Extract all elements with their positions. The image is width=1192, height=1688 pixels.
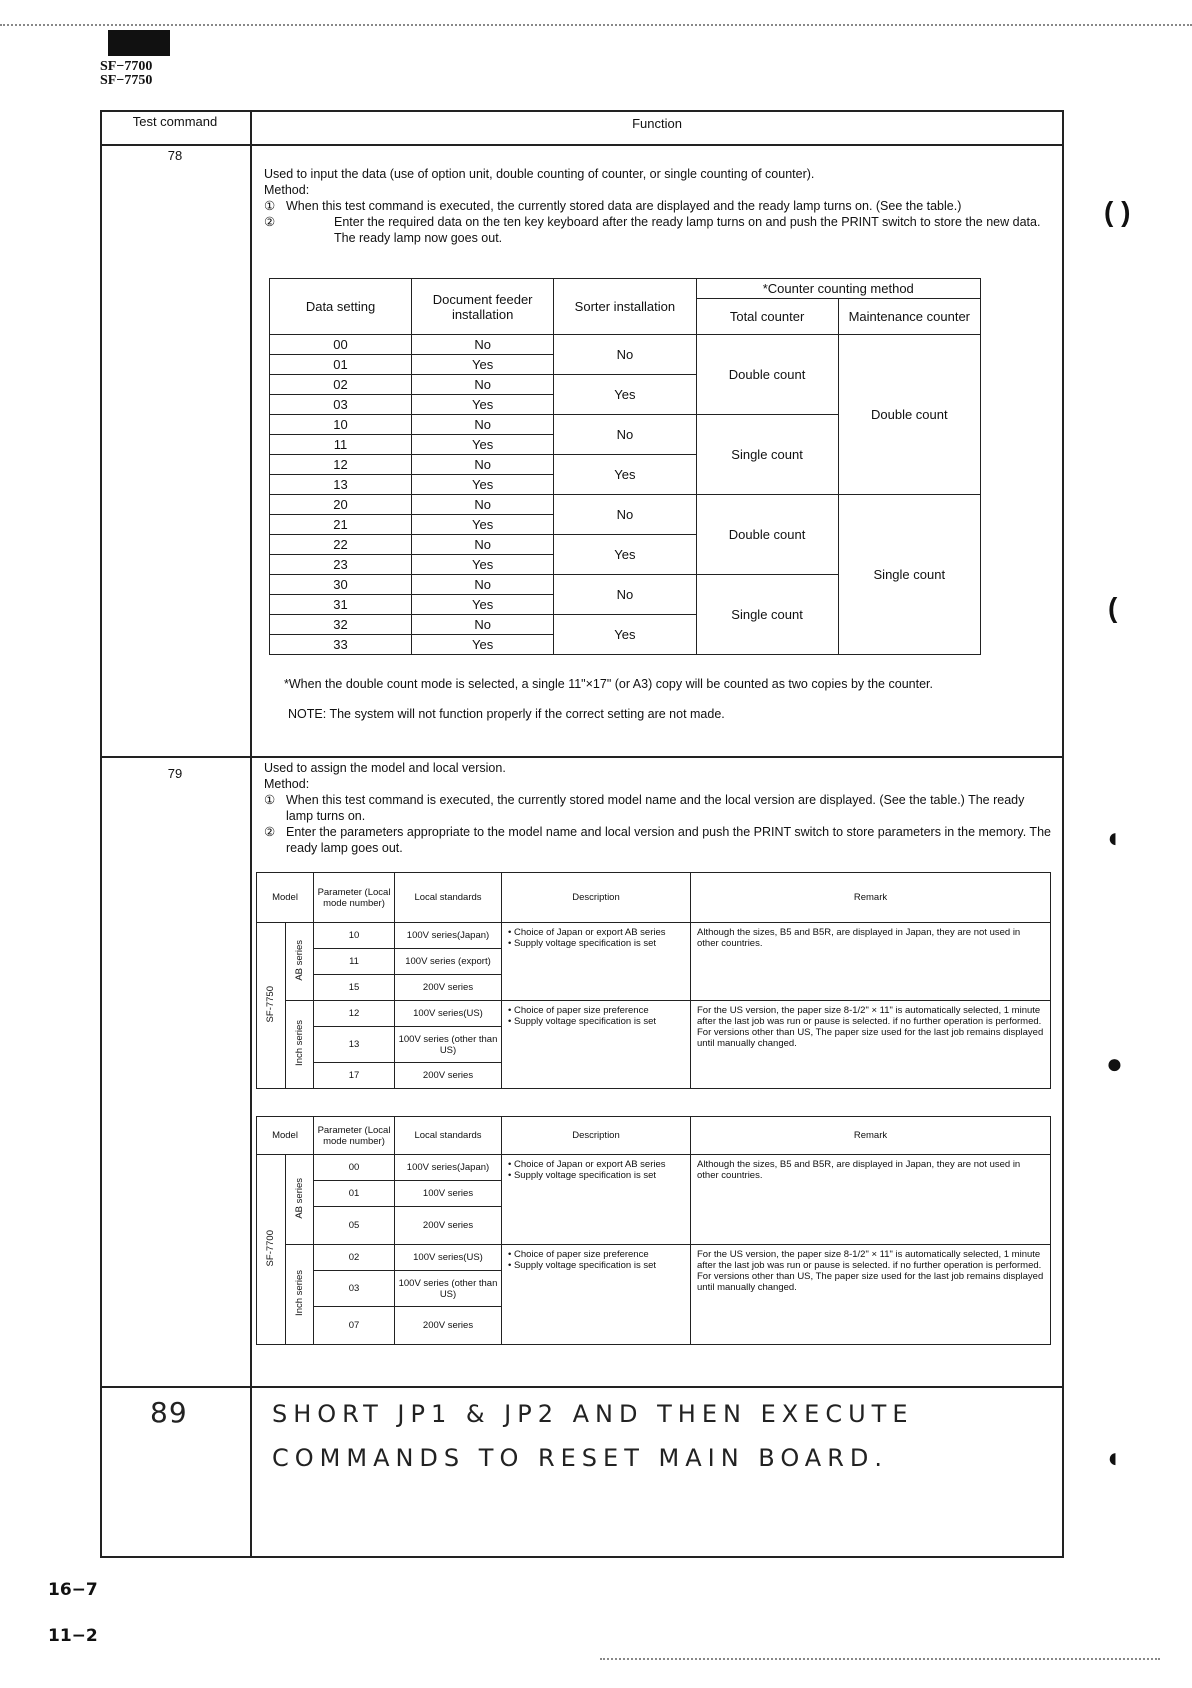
data-cell: 20	[270, 495, 412, 515]
data-cell: 33	[270, 635, 412, 655]
th-model: Model	[257, 1117, 314, 1155]
section-tab-marker	[108, 30, 170, 56]
th-local-standards: Local standards	[395, 1117, 502, 1155]
data-cell: 02	[270, 375, 412, 395]
feeder-cell: Yes	[412, 355, 554, 375]
local-cell: 200V series	[395, 1207, 502, 1245]
th-local-standards: Local standards	[395, 873, 502, 923]
param-cell: 11	[314, 949, 395, 975]
step-number: ①	[264, 793, 276, 807]
total-cell: Single count	[696, 415, 838, 495]
feeder-cell: No	[412, 415, 554, 435]
total-cell: Double count	[696, 495, 838, 575]
feeder-cell: No	[412, 535, 554, 555]
th-maintenance-counter: Maintenance counter	[838, 299, 980, 335]
description-cell: • Choice of Japan or export AB series • Supply voltage specification is set	[502, 923, 691, 1001]
model-heading	[100, 60, 152, 88]
feeder-cell: No	[412, 455, 554, 475]
th-document-feeder: Document feeder installation	[412, 279, 554, 335]
step-number: ②	[264, 825, 276, 839]
command-79-intro: Used to assign the model and local version.	[264, 761, 506, 775]
sorter-cell: No	[554, 415, 696, 455]
param-cell: 17	[314, 1063, 395, 1089]
th-data-setting: Data setting	[270, 279, 412, 335]
local-cell: 100V series (other than US)	[395, 1271, 502, 1307]
series-label: AB series	[293, 1177, 305, 1219]
feeder-cell: Yes	[412, 515, 554, 535]
data-cell: 23	[270, 555, 412, 575]
local-cell: 100V series(Japan)	[395, 923, 502, 949]
binder-hole-mark: ◖	[1104, 1442, 1121, 1473]
th-remark: Remark	[691, 1117, 1051, 1155]
feeder-cell: No	[412, 335, 554, 355]
data-cell: 21	[270, 515, 412, 535]
header-test-command: Test command	[132, 114, 218, 129]
step-number: ①	[264, 199, 276, 213]
sf7700-parameter-table	[256, 1116, 1051, 1345]
local-cell: 100V series (export)	[395, 949, 502, 975]
local-cell: 200V series	[395, 1063, 502, 1089]
data-cell: 01	[270, 355, 412, 375]
th-description: Description	[502, 873, 691, 923]
feeder-cell: Yes	[412, 595, 554, 615]
local-cell: 100V series	[395, 1181, 502, 1207]
th-sorter: Sorter installation	[554, 279, 696, 335]
command-79-number: 79	[167, 766, 183, 781]
series-label: Inch series	[293, 1270, 305, 1316]
sorter-cell: Yes	[554, 455, 696, 495]
command-78-number: 78	[167, 148, 183, 163]
feeder-cell: Yes	[412, 475, 554, 495]
command-79-method: Method:	[264, 777, 310, 791]
feeder-cell: Yes	[412, 395, 554, 415]
command-79-description	[264, 760, 1054, 856]
remark-cell: Although the sizes, B5 and B5R, are displayed in Japan, they are not used in other countries.	[691, 923, 1051, 1001]
sorter-cell: No	[554, 335, 696, 375]
param-cell: 01	[314, 1181, 395, 1207]
remark-cell: Although the sizes, B5 and B5R, are displayed in Japan, they are not used in other countries.	[691, 1155, 1051, 1245]
th-parameter: Parameter (Local mode number)	[314, 873, 395, 923]
command-78-footnote: *When the double count mode is selected, a single 11"×17" (or A3) copy will be counted as two copies by the counter.	[284, 677, 933, 691]
th-counter-method: *Counter counting method	[696, 279, 980, 299]
remark-cell: For the US version, the paper size 8-1/2" × 11" is automatically selected, 1 minute after the last job was run or pause is selected. if no further operation is performed. For versions other than US, The paper size used for the last job remains displayed until manually changed.	[691, 1245, 1051, 1345]
sf7750-parameter-table	[256, 872, 1051, 1089]
data-cell: 11	[270, 435, 412, 455]
th-total-counter: Total counter	[696, 299, 838, 335]
feeder-cell: Yes	[412, 435, 554, 455]
param-cell: 13	[314, 1027, 395, 1063]
binder-hole-mark: ( )	[1104, 196, 1131, 227]
sorter-cell: Yes	[554, 615, 696, 655]
series-label: AB series	[293, 939, 305, 981]
param-cell: 03	[314, 1271, 395, 1307]
description-cell: • Choice of Japan or export AB series • Supply voltage specification is set	[502, 1155, 691, 1245]
command-78-step1: When this test command is executed, the currently stored data are displayed and the ready lamp turns on. (See the table.)	[286, 199, 962, 213]
data-cell: 30	[270, 575, 412, 595]
command-89-line2: COMMANDS TO RESET MAIN BOARD.	[272, 1444, 888, 1472]
data-setting-table	[269, 278, 981, 655]
sorter-cell: No	[554, 575, 696, 615]
total-cell: Single count	[696, 575, 838, 655]
local-cell: 200V series	[395, 975, 502, 1001]
header-function: Function	[632, 116, 682, 131]
command-78-note: NOTE: The system will not function properly if the correct setting are not made.	[288, 707, 725, 721]
model-label: SF-7750	[265, 985, 277, 1023]
feeder-cell: No	[412, 495, 554, 515]
command-78-method: Method:	[264, 183, 310, 197]
param-cell: 07	[314, 1307, 395, 1345]
data-cell: 31	[270, 595, 412, 615]
command-78-step2: Enter the required data on the ten key keyboard after the ready lamp turns on and push the PRINT switch to store the new data. The ready lamp now goes out.	[334, 215, 1041, 245]
page-number-1: 16−7	[48, 1580, 98, 1600]
model-label: SF-7700	[265, 1229, 277, 1267]
local-cell: 100V series (other than US)	[395, 1027, 502, 1063]
maint-cell: Double count	[838, 335, 980, 495]
binder-hole-mark: ●	[1106, 1048, 1123, 1079]
feeder-cell: No	[412, 375, 554, 395]
binder-hole-mark: ◖	[1104, 822, 1121, 853]
local-cell: 100V series(US)	[395, 1001, 502, 1027]
command-79-step1: When this test command is executed, the currently stored model name and the local version are displayed. (See the table.) The ready lamp turns on.	[286, 793, 1025, 823]
data-cell: 12	[270, 455, 412, 475]
data-cell: 03	[270, 395, 412, 415]
data-cell: 10	[270, 415, 412, 435]
command-79-step2: Enter the parameters appropriate to the model name and local version and push the PRINT switch to store parameters in the memory. The ready lamp goes out.	[286, 825, 1051, 855]
command-89-line1: SHORT JP1 & JP2 AND THEN EXECUTE	[272, 1400, 914, 1428]
scan-top-noise	[0, 24, 1192, 27]
scan-bottom-noise	[600, 1658, 1160, 1661]
th-model: Model	[257, 873, 314, 923]
command-78-intro: Used to input the data (use of option unit, double counting of counter, or single counting of counter).	[264, 167, 815, 181]
param-cell: 15	[314, 975, 395, 1001]
param-cell: 10	[314, 923, 395, 949]
step-number: ②	[264, 215, 276, 229]
data-cell: 32	[270, 615, 412, 635]
feeder-cell: No	[412, 615, 554, 635]
feeder-cell: No	[412, 575, 554, 595]
data-cell: 00	[270, 335, 412, 355]
remark-cell: For the US version, the paper size 8-1/2" × 11" is automatically selected, 1 minute after the last job was run or pause is selected. if no further operation is performed. For versions other than US, The paper size used for the last job remains displayed until manually changed.	[691, 1001, 1051, 1089]
binder-hole-mark: (	[1108, 592, 1118, 623]
param-cell: 05	[314, 1207, 395, 1245]
param-cell: 00	[314, 1155, 395, 1181]
data-cell: 22	[270, 535, 412, 555]
command-89-number: 89	[150, 1396, 188, 1429]
sorter-cell: Yes	[554, 535, 696, 575]
total-cell: Double count	[696, 335, 838, 415]
feeder-cell: Yes	[412, 635, 554, 655]
param-cell: 02	[314, 1245, 395, 1271]
sorter-cell: Yes	[554, 375, 696, 415]
param-cell: 12	[314, 1001, 395, 1027]
model-line-2: SF−7750	[100, 73, 153, 88]
th-description: Description	[502, 1117, 691, 1155]
local-cell: 200V series	[395, 1307, 502, 1345]
command-78-description	[264, 166, 1054, 246]
series-label: Inch series	[293, 1020, 305, 1066]
description-cell: • Choice of paper size preference • Supply voltage specification is set	[502, 1245, 691, 1345]
th-remark: Remark	[691, 873, 1051, 923]
data-cell: 13	[270, 475, 412, 495]
page-number-2: 11−2	[48, 1626, 98, 1646]
feeder-cell: Yes	[412, 555, 554, 575]
local-cell: 100V series(Japan)	[395, 1155, 502, 1181]
maint-cell: Single count	[838, 495, 980, 655]
th-parameter: Parameter (Local mode number)	[314, 1117, 395, 1155]
model-line-1: SF−7700	[100, 59, 153, 74]
sorter-cell: No	[554, 495, 696, 535]
local-cell: 100V series(US)	[395, 1245, 502, 1271]
description-cell: • Choice of paper size preference • Supply voltage specification is set	[502, 1001, 691, 1089]
